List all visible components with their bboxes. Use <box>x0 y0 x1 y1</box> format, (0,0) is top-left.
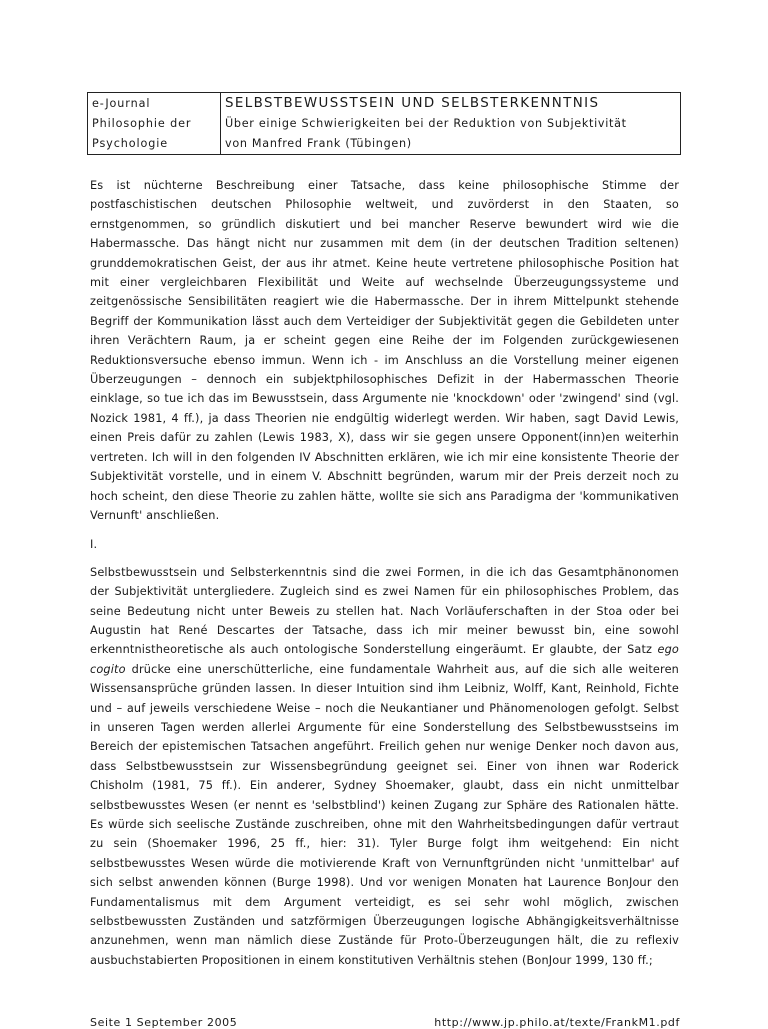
title-cell <box>221 93 681 155</box>
latin-phrase: ego cogito <box>90 643 679 676</box>
journal-line-3: Psychologie <box>92 137 169 150</box>
journal-cell <box>88 93 221 155</box>
section-heading: I. <box>90 538 98 552</box>
paragraph-section-1 <box>90 563 679 971</box>
journal-line-1: e-Journal <box>92 97 151 110</box>
journal-line-2: Philosophie der <box>92 117 192 130</box>
article-author: von Manfred Frank (Tübingen) <box>225 137 412 150</box>
footer-page-date: Seite 1 September 2005 <box>90 1016 238 1029</box>
article-body <box>90 176 679 980</box>
paragraph-text-part: Selbstbewusstsein und Selbsterkenntnis sind die zwei Formen, in die ich das Gesamtphänonomen der Subjektivität untergliedere. Zugleich sind es zwei Namen für ein philosophisches Problem, das seine Bedeutung nicht unter Beweis zu stellen hat. Nach Vorläuferschaften in der Stoa oder bei Augustin hat René Descartes der Tatsache, dass ich mir meiner bewusst bin, eine sowohl erkenntnistheoretische als auch ontologische Sonderstellung eingeräumt. Er glaubte, der Satz <box>90 565 679 657</box>
article-title: SELBSTBEWUSSTSEIN UND SELBSTERKENNTNIS <box>225 96 600 111</box>
header-table <box>87 92 681 155</box>
paragraph-text-part: drücke eine unerschütterliche, eine fundamentale Wahrheit aus, auf die sich alle weiteren Wissensansprüche gründen lassen. In dieser Intuition sind ihm Leibniz, Wolff, Kant, Reinhold, Fichte und – auf jeweils verschiedene Weise – noch die Neukantianer und Phänomenologen gefolgt. Selbst in unseren Tagen werden allerlei Argumente für eine Sonderstellung des Selbstbewusstseins im Bereich der epistemischen Tatsachen angeführt. Freilich gehen nur wenige Denker noch davon aus, dass Selbstbewusstsein zur Wissensbegründung geeignet sei. Einer von ihnen war Roderick Chisholm (1981, 75 ff.). Ein anderer, Sydney Shoemaker, glaubt, dass ein nicht unmittelbar selbstbewusstes Wesen (er nennt es 'selbstblind') keinen Zugang zur Sphäre des Rationalen hätte. Es würde sich seelische Zustände zuschreiben, ohne mit den Wahrheitsbedingungen dafür vertraut zu sein (Shoemaker 1996, 25 ff., hier: 31). Tyler Burge folgt ihm weitgehend: Ein nicht selbstbewusstes Wesen würde die motivierende Kraft von Vernunftgründen nicht 'unmittelbar' auf sich selbst anwenden können (Burge 1998). Und vor wenigen Monaten hat Laurence BonJour den Fundamentalismus mit dem Argument verteidigt, es sei sehr wohl möglich, zwischen selbstbewussten Zuständen und satzförmigen Überzeugungen logische Abhängigkeitsverhältnisse anzunehmen, wenn man nämlich diese Zustände für Proto-Überzeugungen hält, die zu reflexiv ausbuchstabierten Propositionen in einem konstitutiven Verhältnis stehen (BonJour 1999, 130 ff.; <box>90 662 679 967</box>
article-subtitle: Über einige Schwierigkeiten bei der Reduktion von Subjektivität <box>225 117 627 130</box>
paragraph-intro: Es ist nüchterne Beschreibung einer Tatsache, dass keine philosophische Stimme der postfaschistischen deutschen Philosophie weltweit, und zuvörderst in den Staaten, so ernstgenommen, so gründlich diskutiert und bei mancher Reserve bewundert wird wie die Habermassche. Das hängt nicht nur zusammen mit dem (in der deutschen Tradition seltenen) grunddemokratischen Geist, der aus ihr atmet. Keine heute vertretene philosophische Position hat mit einer vergleichbaren Flexibilität und Weite auf wechselnde Überzeugungssysteme und zeitgenössische Sensibilitäten reagiert wie die Habermassche. Der in ihrem Mittelpunkt stehende Begriff der Kommunikation lässt auch dem Verteidiger der Subjektivität gegen die Gebildeten unter ihren Verächtern Raum, ja er scheint gegen eine Reihe der im Folgenden zurückgewiesenen Reduktionsversuche ebenso immun. Wenn ich - im Anschluss an die Vorstellung meiner eigenen Überzeugungen – dennoch ein subjektphilosophisches Defizit in der Habermasschen Theorie einklage, so tue ich das im Bewusstsein, dass Argumente nie 'knockdown' oder 'zwingend' sind (vgl. Nozick 1981, 4 ff.), ja dass Theorien nie endgültig widerlegt werden. Wir haben, sagt David Lewis, einen Preis dafür zu zahlen (Lewis 1983, X), dass wir sie gegen unsere Opponent(inn)en weiterhin vertreten. Ich will in den folgenden IV Abschnitten erklären, wie ich mir eine konsistente Theorie der Subjektivität vorstelle, und in einem V. Abschnitt begründen, warum mir der Preis derzeit noch zu hoch scheint, den diese Theorie zu zahlen hätte, wollte sie sich ans Paradigma der 'kommunikativen Vernunft' anschließen. <box>90 179 679 522</box>
footer-url: http://www.jp.philo.at/texte/FrankM1.pdf <box>434 1016 680 1029</box>
